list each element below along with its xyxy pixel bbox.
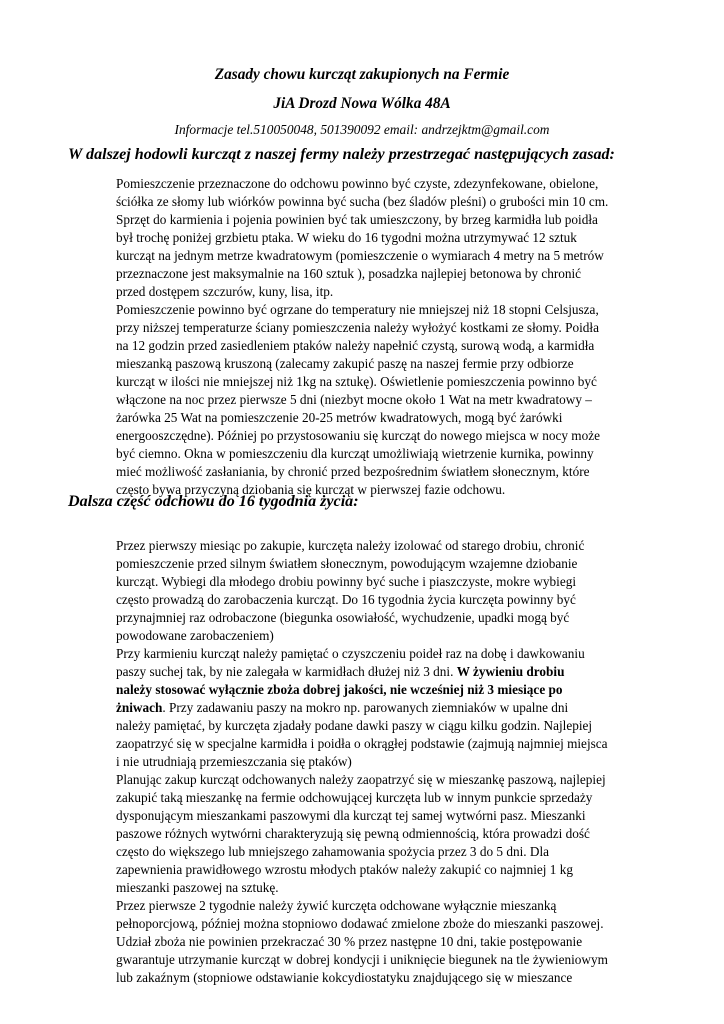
text-line: kurcząt na jednym metrze kwadratowym (pomieszczenie o wymiarach 4 metry na 5 metrów (116, 248, 604, 263)
bold-text-line: należy stosować wyłącznie zboża dobrej jakości, nie wcześniej niż 3 miesiące po (116, 682, 563, 697)
text-line: przynajmniej raz odrobaczone (biegunka osowiałość, wychudzenie, upadki mogą być (116, 610, 570, 625)
text-line: żarówka 25 Wat na pomieszczenie 20-25 metrów kwadratowych, mogą być żarówki (116, 410, 563, 425)
bold-text: żniwach (116, 700, 163, 715)
text-line: często prowadzą do zarobaczenia kurcząt. Do 16 tygodnia życia kurczęta powinny być (116, 592, 576, 607)
text-line: lub zakaźnym (stopniowe odstawianie kokcydiostatyku znajdującego się w mieszance (116, 970, 573, 985)
text-line: pomieszczenie przed silnym światłem słonecznym, powodującym wzajemne dziobanie (116, 556, 578, 571)
text-line: mieć możliwość zasłaniania, by chronić przed bezpośrednim światłem słonecznym, które (116, 464, 590, 479)
text-line: kurcząt. Wybiegi dla młodego drobiu powinny być suche i piaszczyste, mokre wybiegi (116, 574, 577, 589)
text-line: mieszanką paszową kruszoną (zalecamy zakupić paszę na naszej fermie przy odbiorze (116, 356, 574, 371)
text-line: Planując zakup kurcząt odchowanych należy zaopatrzyć się w mieszankę paszową, najlepiej (116, 772, 606, 787)
text-line: i nie utrudniają przemieszczania się ptaków) (116, 754, 352, 769)
section1-body (116, 175, 676, 499)
text-line: zapewnienia prawidłowego wzrostu młodych ptaków należy zakupić co najmniej 1 kg (116, 862, 573, 877)
text-line: być ciemno. Okna w pomieszczeniu dla kurcząt umożliwiają wietrzenie kurnika, powinny (116, 446, 594, 461)
text-line: przeznaczone jest maksymalnie na 160 sztuk ), posadzka najlepiej betonowa by chronić (116, 266, 582, 281)
text-line: ściółka ze słomy lub wiórków powinna być sucha (bez śladów pleśni) o grubości min 10 cm. (116, 194, 609, 209)
text-line: Przy karmieniu kurcząt należy pamiętać o czyszczeniu poideł raz na dobę i dawkowaniu (116, 646, 585, 661)
text-line: kurcząt w ilości nie mniejszej niż 1kg na sztukę). Oświetlenie pomieszczenia powinno być (116, 374, 597, 389)
text-line: Pomieszczenie powinno być ogrzane do temperatury nie mniejszej niż 18 stopni Celsjusza, (116, 302, 599, 317)
text-line: często bywa przyczyną dziobania się kurcząt w pierwszej fazie odchowu. (116, 482, 506, 497)
section2-heading: Dalsza część odchowu do 16 tygodnia życia: (68, 493, 359, 510)
text-line: Sprzęt do karmienia i pojenia powinien być tak umieszczony, by brzeg karmidła lub poidła (116, 212, 598, 227)
text-line: należy pamiętać, by kurczęta zjadały podane dawki paszy w ciągu kilku godzin. Najlepiej (116, 718, 593, 733)
text-run: paszy suchej tak, by nie zalegała w karmidłach dłużej niż 3 dni. (116, 664, 457, 679)
text-line: Przez pierwszy miesiąc po zakupie, kurczęta należy izolować od starego drobiu, chronić (116, 538, 585, 553)
text-line: przed dostępem szczurów, kuny, lisa, itp. (116, 284, 334, 299)
text-line: Udział zboża nie powinien przekraczać 30 % przez następne 10 dni, takie postępowanie (116, 934, 583, 949)
bold-text: W żywieniu drobiu (456, 664, 565, 679)
text-line (116, 663, 676, 681)
text-line: często do większego lub mniejszego zahamowania spożycia przez 3 do 5 dni. Dla (116, 844, 550, 859)
section2-body (116, 537, 676, 987)
contact-info: Informacje tel.510050048, 501390092 email: andrzejktm@gmail.com (174, 122, 550, 137)
text-line: mieszanki paszowej na sztukę. (116, 880, 279, 895)
text-line: powodowane zarobaczeniem) (116, 628, 274, 643)
text-line (116, 699, 676, 717)
text-line: włączone na noc przez pierwsze 5 dni (niezbyt mocne około 1 Wat na metr kwadratowy – (116, 392, 592, 407)
text-line: dysponującym mieszankami paszowymi dla kurcząt tej samej wytwórni pasz. Mieszanki (116, 808, 586, 823)
farm-name: JiA Drozd Nowa Wólka 48A (273, 95, 451, 112)
text-run: . Przy zadawaniu paszy na mokro np. parowanych ziemniaków w upalne dni (162, 700, 569, 715)
text-line: energooszczędne). Później po przystosowaniu się kurcząt do nowego miejsca w nocy może (116, 428, 600, 443)
text-line: przy niższej temperaturze ściany pomieszczenia należy wyłożyć kostkami ze słomy. Poidła (116, 320, 599, 335)
text-line: na 12 godzin przed zasiedleniem ptaków należy napełnić czystą, surową wodą, a karmidła (116, 338, 595, 353)
text-line: pełnoporcjową, później można stopniowo dodawać zmielone zboże do mieszanki paszowej. (116, 916, 604, 931)
text-line: paszowe różnych wytwórni charakteryzują się pewną odmiennością, która prowadzi dość (116, 826, 590, 841)
text-line: Pomieszczenie przeznaczone do odchowu powinno być czyste, zdezynfekowane, obielone, (116, 176, 599, 191)
text-line: zakupić taką mieszankę na fermie odchowującej kurczęta lub w innym punkcie sprzedaży (116, 790, 593, 805)
document-title: Zasady chowu kurcząt zakupionych na Fermie (214, 66, 510, 83)
text-line: Przez pierwsze 2 tygodnie należy żywić kurczęta odchowane wyłącznie mieszanką (116, 898, 557, 913)
section1-heading: W dalszej hodowli kurcząt z naszej fermy należy przestrzegać następujących zasad: (68, 146, 615, 163)
text-line: zaopatrzyć się w specjalne karmidła i poidła o okrągłej podstawie (zajmują najmniej miejsca (116, 736, 608, 751)
text-line: gwarantuje utrzymanie kurcząt w dobrej kondycji i uniknięcie biegunek na tle żywieniowym (116, 952, 608, 967)
text-line: był trochę poniżej grzbietu ptaka. W wieku do 16 tygodni można utrzymywać 12 sztuk (116, 230, 577, 245)
